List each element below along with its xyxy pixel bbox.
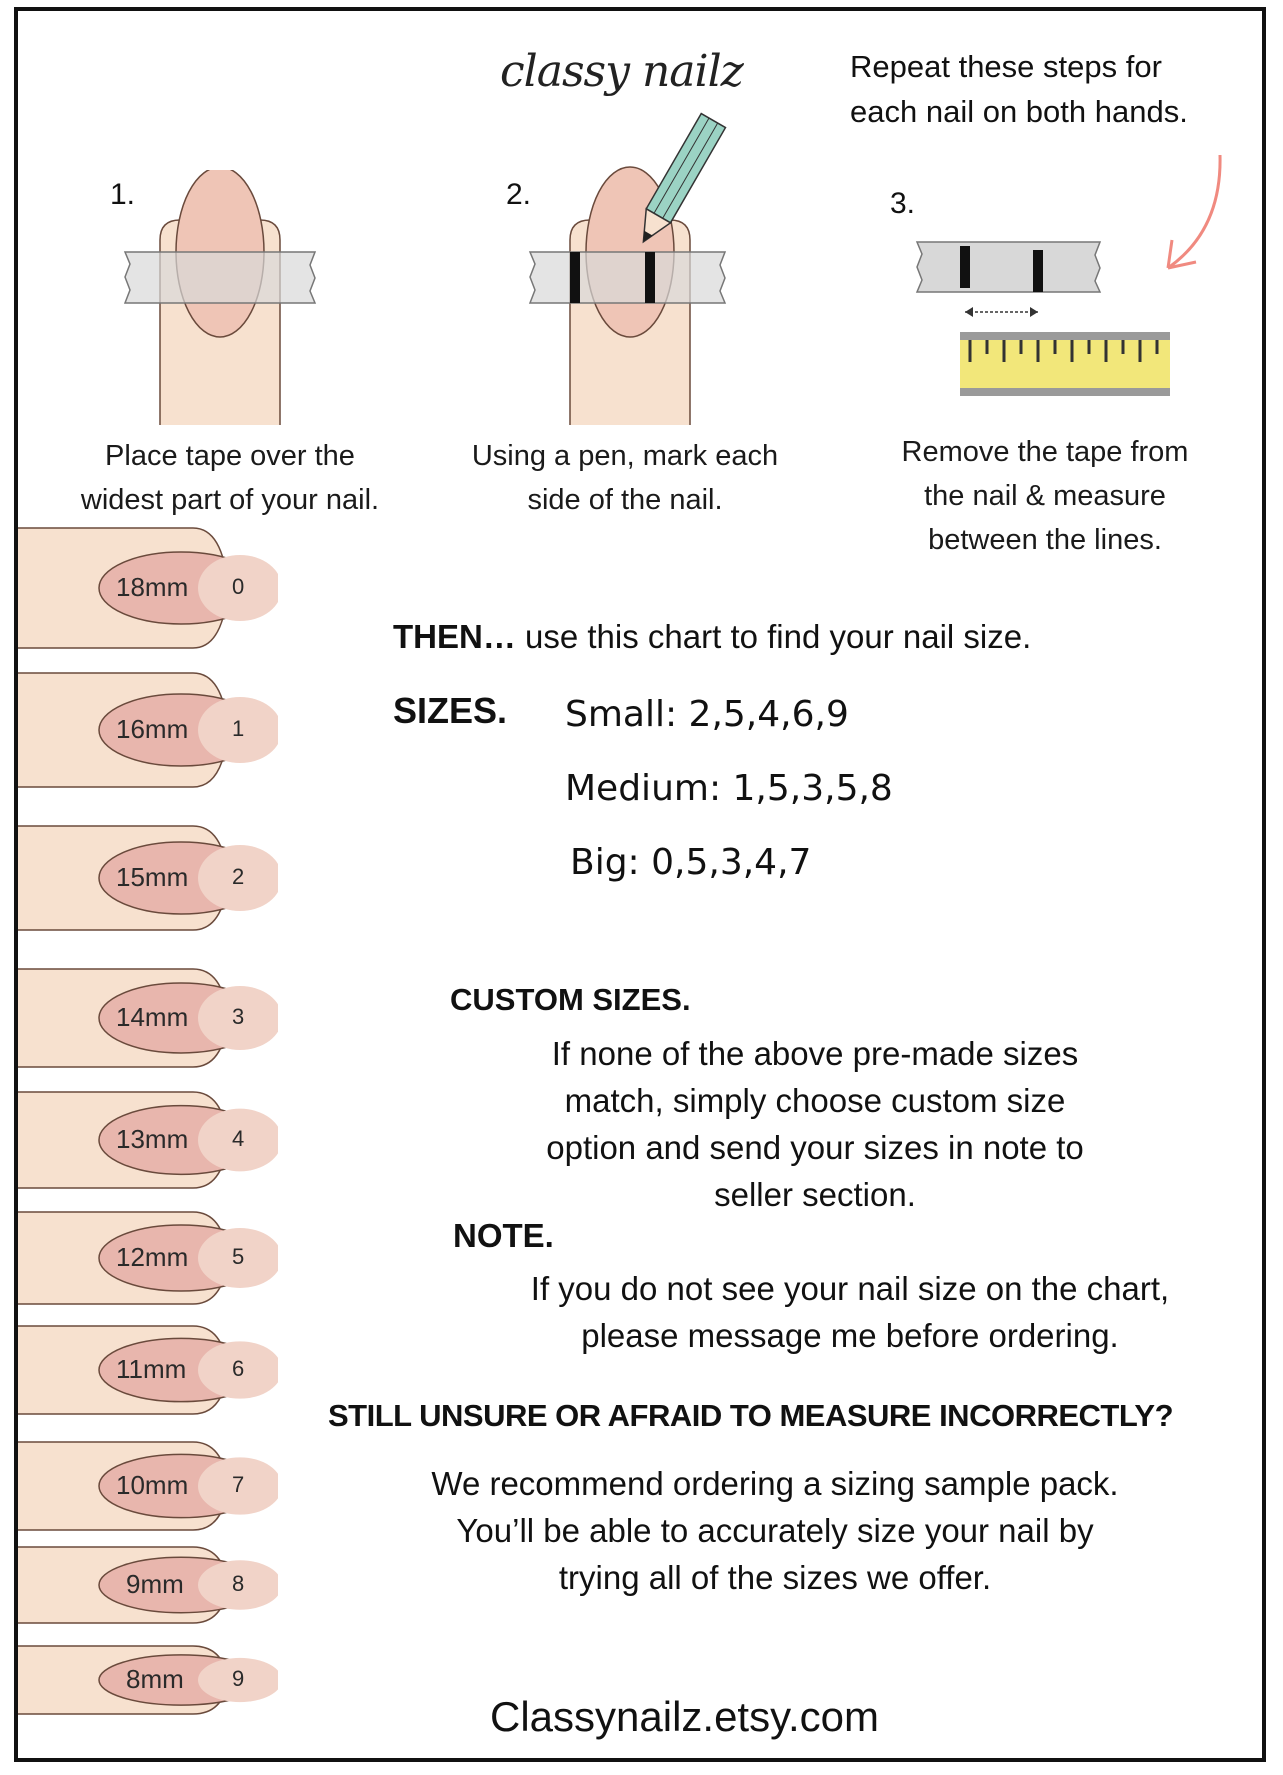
nail-size-row xyxy=(18,1642,278,1718)
step-2-number: 2. xyxy=(506,178,532,211)
step-1-number: 1. xyxy=(110,178,136,211)
nail-size-number: 4 xyxy=(232,1126,245,1151)
brand-logo: classy nailz xyxy=(500,46,743,97)
nail-size-number: 9 xyxy=(232,1666,245,1691)
nail-mm-label: 15mm xyxy=(116,862,189,892)
nail-size-row xyxy=(18,524,278,652)
nail-mm-label: 18mm xyxy=(116,572,189,602)
size-big: Big: 0,5,3,4,7 xyxy=(570,842,812,883)
note-heading: NOTE. xyxy=(453,1217,554,1254)
measure-arrow-icon xyxy=(965,307,1038,317)
nail-size-row xyxy=(18,965,278,1071)
chart-intro xyxy=(393,618,1031,656)
repeat-note: Repeat these steps for each nail on both hands. xyxy=(850,49,1188,129)
nail-mm-label: 13mm xyxy=(116,1124,189,1154)
nail-size-number: 3 xyxy=(232,1004,245,1029)
nail-size-number: 8 xyxy=(232,1571,245,1596)
shop-url-link[interactable]: Classynailz.etsy.com xyxy=(490,1693,879,1740)
nail-mm-label: 10mm xyxy=(116,1470,189,1500)
nail-size-number: 7 xyxy=(232,1472,245,1497)
nail-size-number: 0 xyxy=(232,574,245,599)
step-2-illustration xyxy=(525,110,735,425)
nail-mm-label: 8mm xyxy=(126,1664,184,1694)
nail-mm-label: 9mm xyxy=(126,1569,184,1599)
step-1-illustration xyxy=(120,170,320,425)
step-3-illustration xyxy=(915,240,1175,405)
nail-size-row xyxy=(18,669,278,791)
size-medium: Medium: 1,5,3,5,8 xyxy=(565,768,893,809)
nail-size-row xyxy=(18,1208,278,1308)
step-2-caption: Using a pen, mark each side of the nail. xyxy=(471,440,779,516)
step-1-caption: Place tape over the widest part of your nail. xyxy=(80,440,380,516)
nail-mm-label: 11mm xyxy=(116,1354,187,1384)
nail-size-row xyxy=(18,822,278,934)
nail-size-row xyxy=(18,1088,278,1192)
unsure-heading: STILL UNSURE OR AFRAID TO MEASURE INCORRECTLY? xyxy=(328,1398,1174,1433)
nail-size-number: 6 xyxy=(232,1356,245,1381)
chart-intro-text: use this chart to find your nail size. xyxy=(525,618,1032,655)
custom-text: If none of the above pre-made sizes match, simply choose custom size option and send your sizes in note to seller section. xyxy=(546,1035,1084,1213)
step-3-number: 3. xyxy=(890,187,916,220)
note-text: If you do not see your nail size on the chart, please message me before ordering. xyxy=(530,1270,1170,1354)
nail-size-row xyxy=(18,1543,278,1627)
nail-mm-label: 12mm xyxy=(116,1242,189,1272)
nail-size-number: 1 xyxy=(232,716,245,741)
chart-intro-lead: THEN… xyxy=(393,618,516,655)
size-small: Small: 2,5,4,6,9 xyxy=(565,694,849,735)
nail-size-row xyxy=(18,1322,278,1418)
nail-size-row xyxy=(18,1438,278,1534)
custom-heading: CUSTOM SIZES. xyxy=(450,982,691,1017)
nail-size-number: 5 xyxy=(232,1244,245,1269)
nail-size-number: 2 xyxy=(232,864,245,889)
ruler-icon xyxy=(960,332,1170,396)
step-3-caption: Remove the tape from the nail & measure between the lines. xyxy=(901,436,1189,556)
nail-mm-label: 16mm xyxy=(116,714,189,744)
unsure-text: We recommend ordering a sizing sample pack. You’ll be able to accurately size your nail by trying all of the sizes we offer. xyxy=(431,1465,1119,1596)
nail-mm-label: 14mm xyxy=(116,1002,189,1032)
sizes-heading: SIZES. xyxy=(393,690,508,731)
